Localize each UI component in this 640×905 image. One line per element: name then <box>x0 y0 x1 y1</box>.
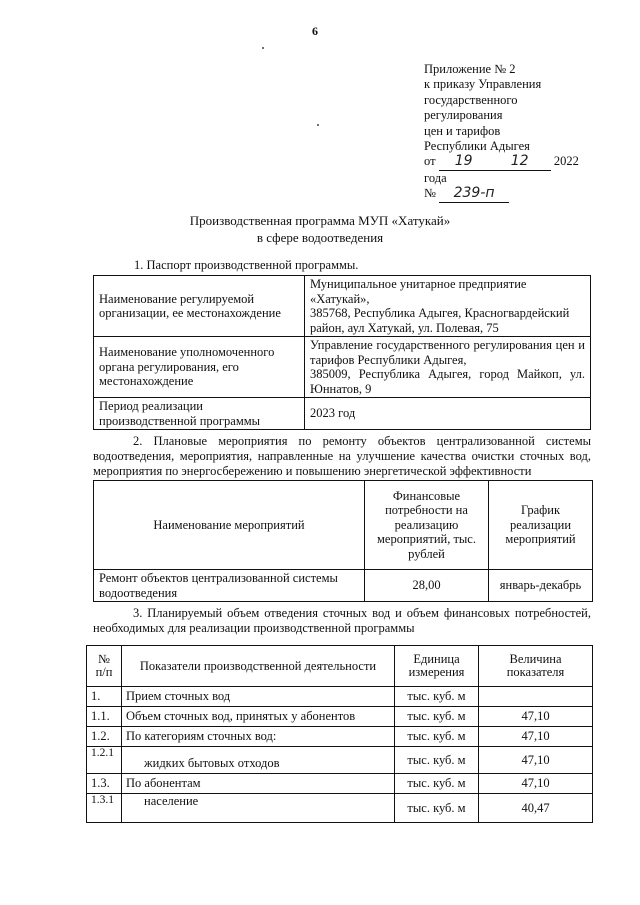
table-row <box>87 707 593 727</box>
order-number: № 239-п <box>424 186 614 202</box>
passport-value: Управление государственного регулирования цен и тарифов Республики Адыгея, 385009, Республика Адыгея, город Майкоп, ул. Юннатов, 9 <box>305 337 591 398</box>
indicator-name: Прием сточных вод <box>122 687 395 707</box>
indicator-name: жидких бытовых отходов <box>122 747 395 774</box>
indicator-unit: тыс. куб. м <box>395 794 479 823</box>
indicator-value: 47,10 <box>479 774 593 794</box>
passport-label: Период реализации производственной программы <box>94 398 305 430</box>
appendix-line: государственного <box>424 92 518 107</box>
row-number: 1.2. <box>87 727 122 747</box>
order-date: от 19 12 2022 <box>424 153 579 170</box>
table-header-row <box>87 646 593 687</box>
row-number: 1.2.1 <box>87 747 122 774</box>
column-header: Финансовые потребности на реализацию мероприятий, тыс. рублей <box>365 481 489 570</box>
appendix-line: цен и тарифов <box>424 123 501 138</box>
indicator-unit: тыс. куб. м <box>395 747 479 774</box>
table-row <box>87 794 593 823</box>
passport-value: 2023 год <box>305 398 591 430</box>
table-row <box>87 687 593 707</box>
indicators-table <box>86 645 593 823</box>
indicator-name: население <box>122 794 395 823</box>
indicator-value: 47,10 <box>479 747 593 774</box>
indicator-name: По абонентам <box>122 774 395 794</box>
indicator-value <box>479 687 593 707</box>
section2-heading: 2. Плановые мероприятия по ремонту объектов централизованной системы водоотведения, мероприятия, направленные на улучшение качества очистки сточных вод, мероприятия по энергосбережению и повышению энергетической эффективности <box>93 434 591 478</box>
indicator-name: По категориям сточных вод: <box>122 727 395 747</box>
indicator-unit: тыс. куб. м <box>395 687 479 707</box>
order-number-value: 239-п <box>439 186 509 202</box>
appendix-line: к приказу Управления <box>424 77 542 92</box>
table-row <box>94 570 593 602</box>
section3-heading: 3. Планируемый объем отведения сточных вод и объем финансовых потребностей, необходимых для реализации производственной программы <box>93 606 591 635</box>
row-number: 1.3. <box>87 774 122 794</box>
date-day: 19 <box>439 154 489 170</box>
table-row <box>87 774 593 794</box>
passport-value: Муниципальное унитарное предприятие «Хатукай», 385768, Республика Адыгея, Красногвардейский район, аул Хатукай, ул. Полевая, 75 <box>305 276 591 337</box>
scan-speck <box>262 47 264 49</box>
table-row <box>94 398 591 430</box>
measure-schedule: январь-декабрь <box>489 570 593 602</box>
measures-table <box>93 480 593 602</box>
row-number: 1. <box>87 687 122 707</box>
table-row <box>94 276 591 337</box>
scan-speck <box>317 124 319 126</box>
measure-name: Ремонт объектов централизованной системы водоотведения <box>94 570 365 602</box>
table-row <box>87 727 593 747</box>
page-number: 6 <box>312 24 318 38</box>
row-number: 1.1. <box>87 707 122 727</box>
table-row <box>94 337 591 398</box>
indicator-unit: тыс. куб. м <box>395 774 479 794</box>
indicator-value: 47,10 <box>479 727 593 747</box>
column-header: Показатели производственной деятельности <box>122 646 395 687</box>
column-header: График реализации мероприятий <box>489 481 593 570</box>
passport-table <box>93 275 591 430</box>
passport-label: Наименование регулируемой организации, ее местонахождение <box>94 276 305 337</box>
row-number: 1.3.1 <box>87 794 122 823</box>
passport-label: Наименование уполномоченного органа регулирования, его местонахождение <box>94 337 305 398</box>
indicator-unit: тыс. куб. м <box>395 727 479 747</box>
column-header: Величина показателя <box>479 646 593 687</box>
indicator-value: 47,10 <box>479 707 593 727</box>
date-suffix: года <box>424 170 447 185</box>
date-month: 12 <box>489 154 551 170</box>
appendix-line: Республики Адыгея <box>424 139 530 154</box>
appendix-block <box>424 62 614 203</box>
document-title: Производственная программа МУП «Хатукай» в сфере водоотведения <box>189 213 451 245</box>
column-header: Единица измерения <box>395 646 479 687</box>
column-header: № п/п <box>87 646 122 687</box>
indicator-value: 40,47 <box>479 794 593 823</box>
indicator-unit: тыс. куб. м <box>395 707 479 727</box>
table-row <box>87 747 593 774</box>
table-header-row <box>94 481 593 570</box>
measure-cost: 28,00 <box>365 570 489 602</box>
appendix-line: регулирования <box>424 108 503 123</box>
column-header: Наименование мероприятий <box>94 481 365 570</box>
date-year: 2022 <box>553 154 579 169</box>
appendix-title: Приложение № 2 <box>424 62 516 76</box>
section1-heading: 1. Паспорт производственной программы. <box>134 258 359 272</box>
indicator-name: Объем сточных вод, принятых у абонентов <box>122 707 395 727</box>
